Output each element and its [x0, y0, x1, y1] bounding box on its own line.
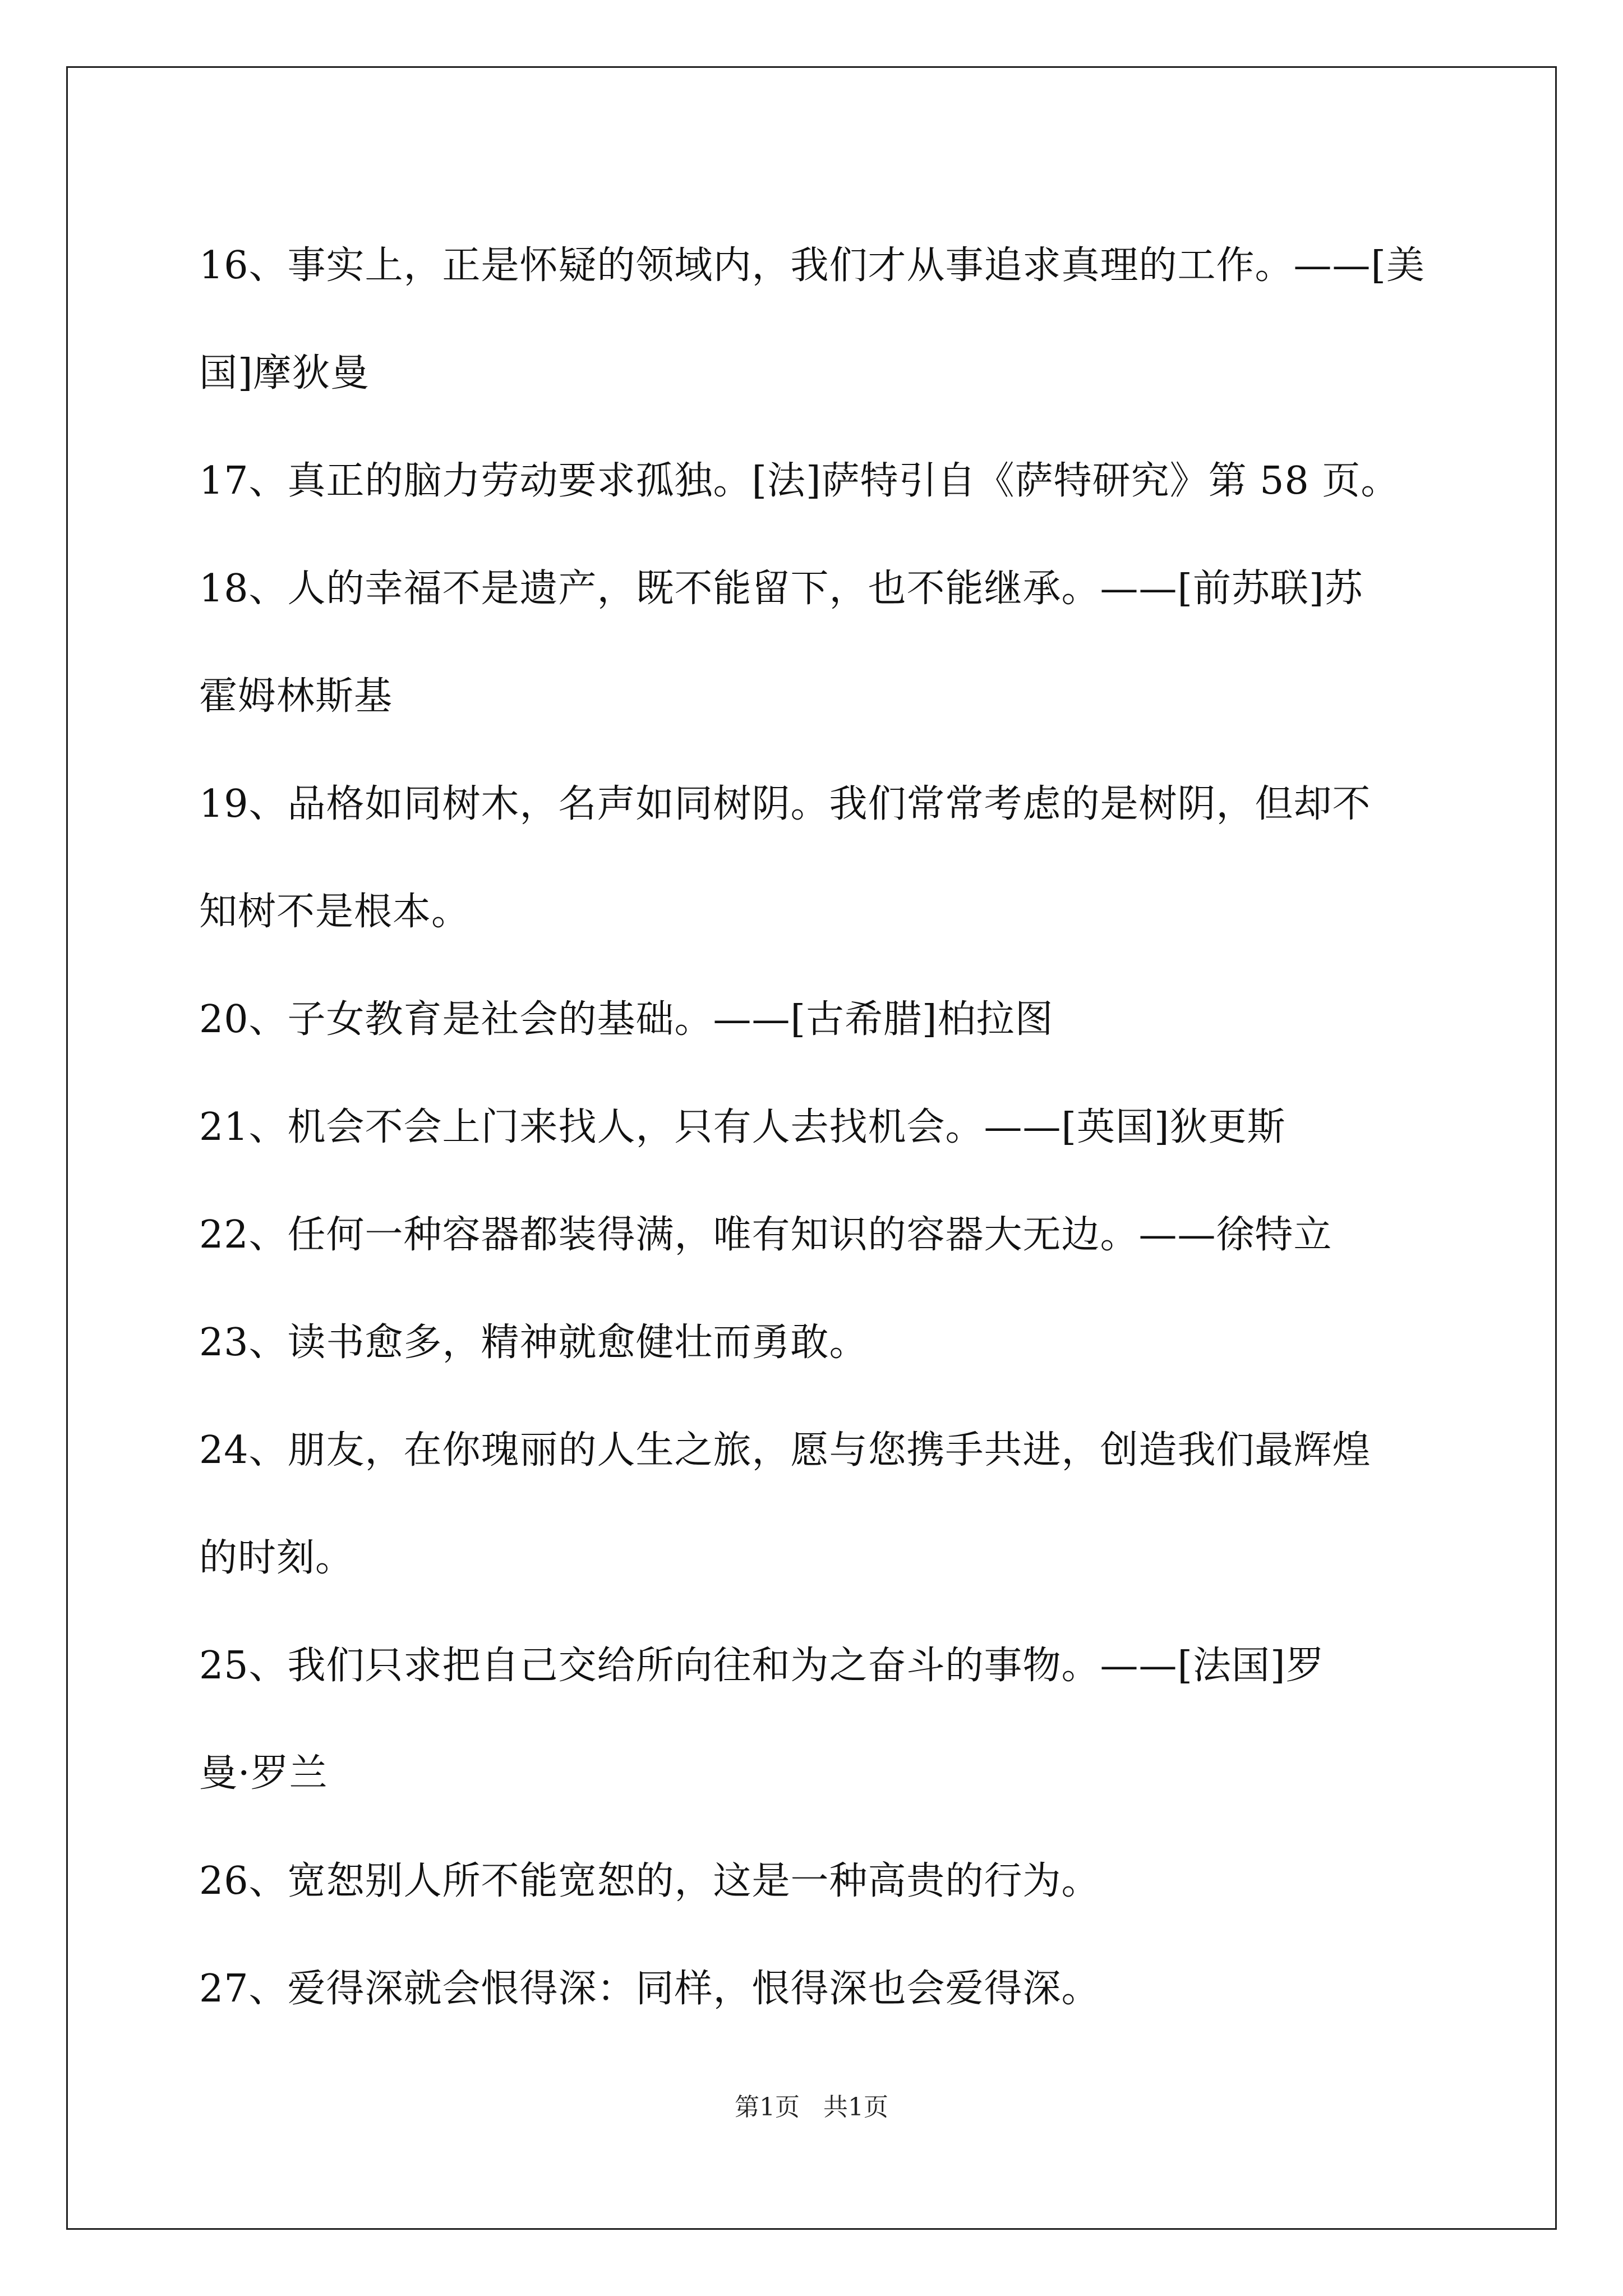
text-line-9: 21、机会不会上门来找人，只有人去找机会。——[英国]狄更斯: [199, 1105, 1286, 1149]
text-line-8: 20、子女教育是社会的基础。——[古希腊]柏拉图: [199, 997, 1054, 1042]
text-line-13: 的时刻。: [199, 1536, 354, 1580]
text-line-5: 霍姆林斯基: [199, 674, 393, 719]
text-line-17: 27、爱得深就会恨得深：同样，恨得深也会爱得深。: [199, 1967, 1100, 2011]
document-body: [199, 212, 1433, 2043]
text-line-4: 18、人的幸福不是遗产，既不能留下，也不能继承。——[前苏联]苏: [199, 567, 1363, 611]
text-line-10: 22、任何一种容器都装得满，唯有知识的容器大无边。——徐特立: [199, 1213, 1332, 1257]
text-line-3: 17、真正的脑力劳动要求孤独。[法]萨特引自《萨特研究》第 58 页。: [199, 459, 1400, 503]
text-line-11: 23、读书愈多，精神就愈健壮而勇敢。: [199, 1320, 868, 1365]
text-line-15: 曼·罗兰: [199, 1751, 328, 1796]
text-line-14: 25、我们只求把自己交给所向往和为之奋斗的事物。——[法国]罗: [199, 1644, 1325, 1688]
text-line-2: 国]摩狄曼: [199, 351, 370, 395]
text-line-6: 19、品格如同树木，名声如同树阴。我们常常考虑的是树阴，但却不: [199, 782, 1371, 826]
page-number-footer: 第1页 共1页: [735, 2093, 888, 2122]
text-line-7: 知树不是根本。: [199, 890, 471, 934]
text-line-12: 24、朋友，在你瑰丽的人生之旅，愿与您携手共进，创造我们最辉煌: [199, 1428, 1371, 1473]
text-line-16: 26、宽恕别人所不能宽恕的，这是一种高贵的行为。: [199, 1859, 1100, 1903]
text-line-1: 16、事实上，正是怀疑的领域内，我们才从事追求真理的工作。——[美: [199, 243, 1426, 288]
